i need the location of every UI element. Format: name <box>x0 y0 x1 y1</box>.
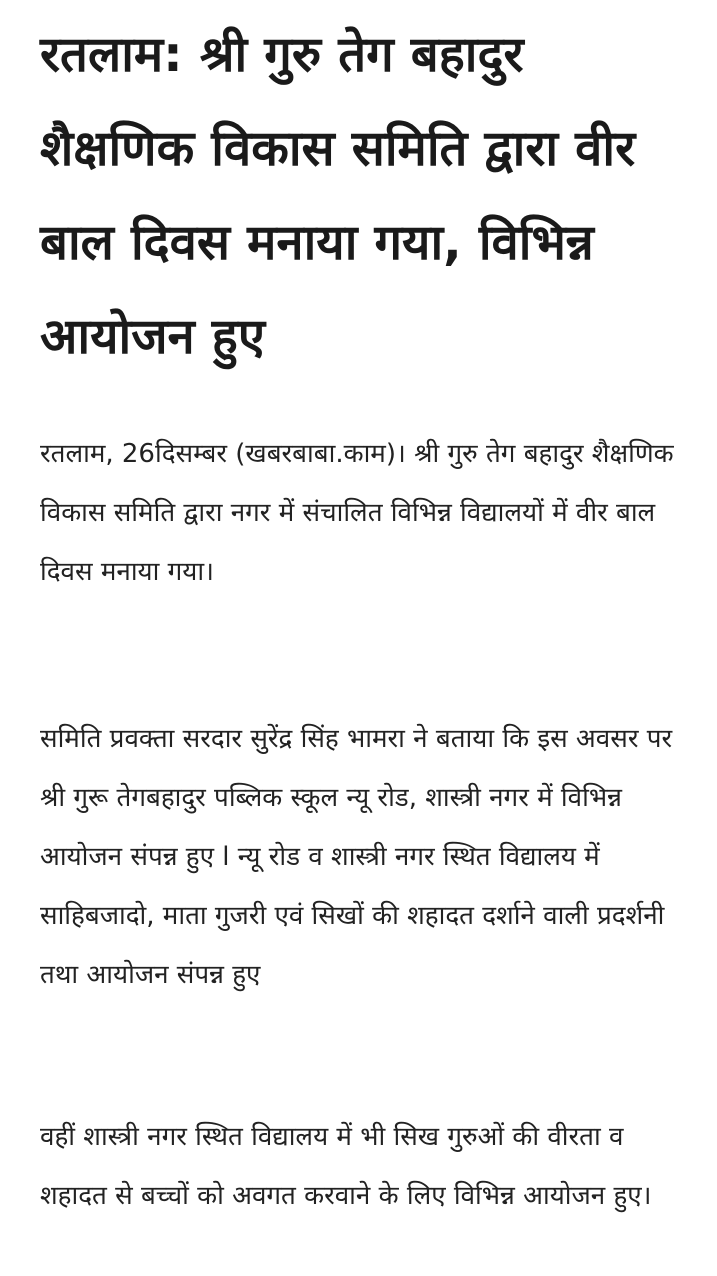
article-paragraph-2: समिति प्रवक्ता सरदार सुरेंद्र सिंह भामरा ने बताया कि इस अवसर पर श्री गुरू तेगबहादुर पब्लिक स्कूल न्यू रोड, शास्त्री नगर में विभिन्न आयोजन संपन्न हुए l न्यू रोड व शास्त्री नगर स्थित विद्यालय में साहिबजादो, माता गुजरी एवं सिखों की शहादत दर्शाने वाली प्रदर्शनी तथा आयोजन संपन्न हुए <box>40 724 673 990</box>
article-headline: रतलाम: श्री गुरु तेग बहादुर शैक्षणिक विकास समिति द्वारा वीर बाल दिवस मनाया गया, विभिन्न आयोजन हुए <box>40 26 636 365</box>
headline-container <box>40 8 690 384</box>
article-paragraph-1: रतलाम, 26दिसम्बर (खबरबाबा.काम)। श्री गुरु तेग बहादुर शैक्षणिक विकास समिति द्वारा नगर में संचालित विभिन्न विद्यालयों में वीर बाल दिवस मनाया गया। <box>40 439 674 587</box>
article-paragraph-3: वहीं शास्त्री नगर स्थित विद्यालय में भी सिख गुरुओं की वीरता व शहादत से बच्चों को अवगत करवाने के लिए विभिन्न आयोजन हुए। <box>40 1122 652 1211</box>
